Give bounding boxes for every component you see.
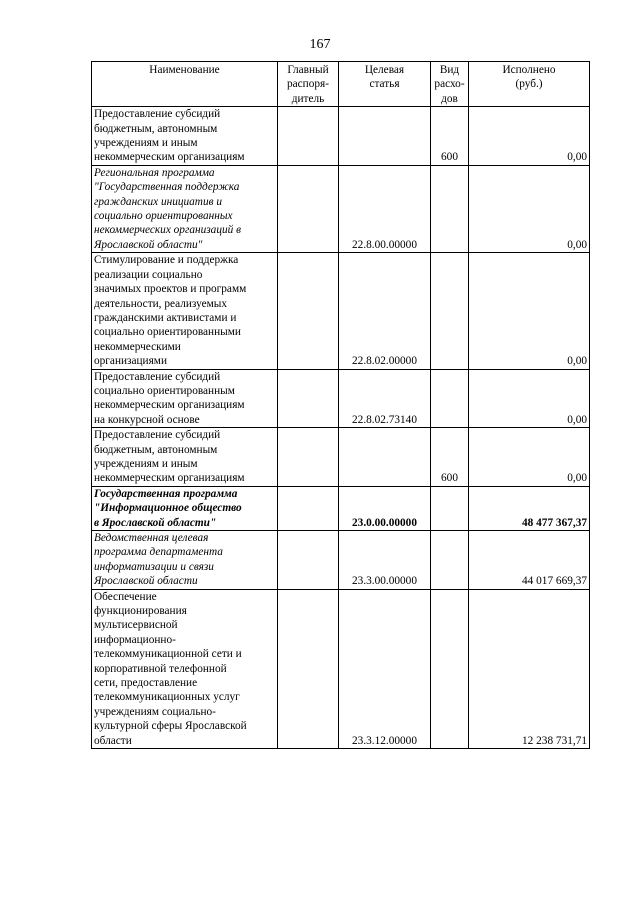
row-vid-cell: 600 — [431, 428, 469, 487]
row-code-cell: 23.3.12.00000 — [339, 589, 431, 748]
row-sum-cell: 12 238 731,71 — [469, 589, 590, 748]
row-vid-cell: 600 — [431, 107, 469, 166]
row-vid-cell — [431, 369, 469, 428]
row-name-cell: Стимулирование и поддержка реализации социально значимых проектов и программ деятельности, реализуемых гражданскими активистами и социально ориентированными некоммерческими организациями — [92, 253, 278, 369]
row-glavny-cell — [278, 531, 339, 590]
row-glavny-cell — [278, 589, 339, 748]
table-body — [92, 107, 590, 749]
row-glavny-cell — [278, 253, 339, 369]
row-code-cell: 23.0.00.00000 — [339, 486, 431, 530]
table-row — [92, 107, 590, 166]
header-vid: Вид расхо- дов — [431, 62, 469, 107]
row-sum-cell: 0,00 — [469, 107, 590, 166]
row-glavny-cell — [278, 369, 339, 428]
table-row — [92, 369, 590, 428]
header-sum: Исполнено (руб.) — [469, 62, 590, 107]
row-code-cell — [339, 107, 431, 166]
table-row — [92, 253, 590, 369]
table-row — [92, 531, 590, 590]
row-glavny-cell — [278, 486, 339, 530]
row-name-cell: Предоставление субсидий бюджетным, автономным учреждениям и иным некоммерческим организациям — [92, 107, 278, 166]
row-name-cell: Обеспечение функционирования мультисервисной информационно- телекоммуникационной сети и корпоративной телефонной сети, предоставление телекоммуникационных услуг учреждениям социально- культурной сферы Ярославской области — [92, 589, 278, 748]
row-sum-cell: 0,00 — [469, 369, 590, 428]
row-vid-cell — [431, 531, 469, 590]
row-sum-cell: 0,00 — [469, 165, 590, 252]
row-name-cell: Региональная программа "Государственная поддержка гражданских инициатив и социально ориентированных некоммерческих организаций в Ярославской области" — [92, 165, 278, 252]
header-glavny: Главный распоря- дитель — [278, 62, 339, 107]
row-name-cell: Предоставление субсидий бюджетным, автономным учреждениям и иным некоммерческим организациям — [92, 428, 278, 487]
page-number: 167 — [309, 37, 331, 52]
table-row — [92, 428, 590, 487]
row-glavny-cell — [278, 428, 339, 487]
row-sum-cell: 48 477 367,37 — [469, 486, 590, 530]
row-glavny-cell — [278, 165, 339, 252]
row-vid-cell — [431, 253, 469, 369]
row-name-cell: Ведомственная целевая программа департамента информатизации и связи Ярославской области — [92, 531, 278, 590]
row-code-cell — [339, 428, 431, 487]
row-glavny-cell — [278, 107, 339, 166]
table-row — [92, 589, 590, 748]
row-vid-cell — [431, 486, 469, 530]
budget-table — [91, 61, 590, 749]
row-code-cell: 22.8.00.00000 — [339, 165, 431, 252]
table-row — [92, 165, 590, 252]
header-code: Целевая статья — [339, 62, 431, 107]
row-name-cell: Предоставление субсидий социально ориентированным некоммерческим организациям на конкурсной основе — [92, 369, 278, 428]
row-vid-cell — [431, 589, 469, 748]
header-name: Наименование — [92, 62, 278, 107]
row-code-cell: 22.8.02.00000 — [339, 253, 431, 369]
row-vid-cell — [431, 165, 469, 252]
table-row — [92, 486, 590, 530]
row-code-cell: 23.3.00.00000 — [339, 531, 431, 590]
row-code-cell: 22.8.02.73140 — [339, 369, 431, 428]
row-name-cell: Государственная программа "Информационное общество в Ярославской области" — [92, 486, 278, 530]
table-header-row — [92, 62, 590, 107]
row-sum-cell: 44 017 669,37 — [469, 531, 590, 590]
row-sum-cell: 0,00 — [469, 253, 590, 369]
row-sum-cell: 0,00 — [469, 428, 590, 487]
